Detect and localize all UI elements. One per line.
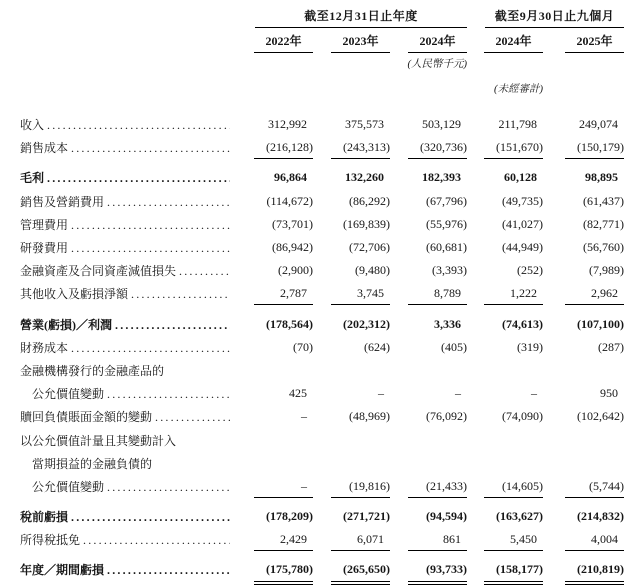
value-col-3: (93,733) (390, 562, 467, 577)
dot-leader (107, 195, 230, 210)
value-col-3: (67,796) (426, 193, 467, 208)
value-col-5: (107,100) (577, 316, 624, 331)
value-col-2: 132,260 (345, 170, 384, 185)
value-col-1: (2,900) (278, 263, 313, 278)
value-col-2: 6,071 (313, 532, 390, 547)
dot-leader (71, 241, 230, 256)
value-col-5: 950 (600, 386, 618, 401)
dot-leader (155, 410, 230, 425)
table-row (20, 528, 640, 551)
value-col-1: (178,564) (266, 316, 313, 331)
value-col-4: (44,949) (502, 240, 543, 255)
table-row (20, 558, 640, 581)
dot-leader (71, 341, 230, 356)
table-row (20, 359, 640, 382)
value-col-3: (94,594) (426, 509, 467, 524)
dot-leader (107, 387, 230, 402)
row-label: 所得稅抵免 ..... (20, 531, 235, 548)
row-label: 當期損益的金融負債的 (32, 456, 153, 471)
row-label: 以公允價值計量且其變動計入 (20, 433, 177, 448)
value-col-3: 3,336 (434, 316, 461, 331)
row-label: 金融機構發行的金融產品的 (20, 363, 165, 378)
value-col-5: (214,832) (577, 509, 624, 524)
value-col-1: 312,992 (268, 117, 307, 132)
table-row (20, 282, 640, 305)
table-row (20, 475, 640, 498)
row-label: 稅前虧損 ..... (20, 508, 235, 525)
value-col-4: (252) (517, 263, 543, 278)
value-col-1: 2,787 (235, 286, 313, 301)
table-row (20, 236, 640, 259)
table-row (20, 313, 640, 336)
unaudited-note-row (20, 81, 640, 96)
dot-leader (115, 318, 230, 333)
row-label: 銷售及營銷費用 ..... (20, 193, 235, 210)
value-col-5: (150,179) (543, 140, 624, 155)
value-col-4: 211,798 (498, 117, 537, 132)
dot-leader (47, 118, 230, 133)
value-col-4: (163,627) (496, 509, 543, 524)
value-col-2: (624) (364, 339, 390, 354)
year-header-2022: 2022年 (235, 32, 313, 53)
value-col-3: 861 (390, 532, 467, 547)
column-group-annual-label: 截至12月31日止年度 (304, 9, 418, 23)
row-label: 年度／期間虧損 ..... (20, 561, 235, 578)
table-row (20, 505, 640, 528)
row-label: 金融資產及合同資產減值損失 ..... (20, 262, 235, 279)
value-col-4: (151,670) (467, 140, 543, 155)
value-col-1: (70) (293, 339, 313, 354)
dot-leader (107, 563, 230, 578)
value-col-5: (287) (598, 339, 624, 354)
year-header-2025: 2025年 (543, 32, 624, 53)
value-col-5: (61,437) (583, 193, 624, 208)
value-col-2: (9,480) (355, 263, 390, 278)
table-row (20, 336, 640, 359)
table-row (20, 113, 640, 136)
value-col-4: – (531, 386, 537, 401)
value-col-3: (3,393) (432, 263, 467, 278)
dot-leader (71, 510, 230, 525)
value-col-5: 2,962 (543, 286, 624, 301)
value-col-4: (74,613) (502, 316, 543, 331)
currency-note: (人民幣千元) (407, 59, 467, 70)
currency-note-row (20, 56, 640, 71)
value-col-5: 4,004 (543, 532, 624, 547)
value-col-4: (14,605) (467, 479, 543, 494)
value-col-3: 8,789 (390, 286, 467, 301)
column-group-annual (255, 7, 467, 28)
value-col-2: (265,650) (313, 562, 390, 577)
value-col-4: 60,128 (504, 170, 537, 185)
value-col-4: 1,222 (467, 286, 543, 301)
value-col-4: (49,735) (502, 193, 543, 208)
row-label: 銷售成本 ..... (20, 139, 235, 156)
value-col-2: 375,573 (345, 117, 384, 132)
table-row (20, 136, 640, 159)
value-col-1: 2,429 (235, 532, 313, 547)
row-label: 毛利 ..... (20, 169, 235, 186)
value-col-1: (86,942) (272, 240, 313, 255)
dot-leader (83, 533, 230, 548)
value-col-2: (19,816) (313, 479, 390, 494)
row-label: 公允價值變動 ..... (20, 478, 235, 495)
dot-leader (71, 141, 230, 156)
value-col-2: – (378, 386, 384, 401)
dot-leader (179, 264, 230, 279)
value-col-5: 249,074 (579, 117, 618, 132)
table-row (20, 259, 640, 282)
column-group-interim-label: 截至9月30日止九個月 (494, 9, 615, 23)
value-col-5: (5,744) (543, 479, 624, 494)
table-row (20, 428, 640, 451)
dot-leader (71, 218, 230, 233)
value-col-5: (7,989) (589, 263, 624, 278)
value-col-4: 5,450 (467, 532, 543, 547)
value-col-2: (271,721) (343, 509, 390, 524)
table-row (20, 166, 640, 189)
value-col-3: (76,092) (426, 409, 467, 424)
value-col-2: (86,292) (349, 193, 390, 208)
value-col-5: (210,819) (543, 562, 624, 577)
value-col-3: 503,129 (422, 117, 461, 132)
value-col-4: (41,027) (502, 216, 543, 231)
value-col-3: (405) (441, 339, 467, 354)
value-col-5: (102,642) (577, 409, 624, 424)
row-label: 營業(虧損)／利潤 ..... (20, 316, 235, 333)
dot-leader (107, 480, 230, 495)
value-col-1: – (301, 409, 307, 424)
row-label: 收入 ..... (20, 116, 235, 133)
value-col-1: (178,209) (266, 509, 313, 524)
row-label: 公允價值變動 ..... (20, 385, 235, 402)
value-col-5: (56,760) (583, 240, 624, 255)
year-header-2024-annual: 2024年 (390, 32, 467, 53)
unaudited-note: (未經審計) (494, 84, 543, 95)
value-col-5: (82,771) (583, 216, 624, 231)
value-col-3: (60,681) (426, 240, 467, 255)
value-col-1: (175,780) (235, 562, 313, 577)
value-col-4: (319) (517, 339, 543, 354)
table-row (20, 382, 640, 405)
dot-leader (47, 171, 230, 186)
year-header-2023: 2023年 (313, 32, 390, 53)
value-col-1: 425 (289, 386, 307, 401)
value-col-3: – (455, 386, 461, 401)
value-col-2: (202,312) (343, 316, 390, 331)
value-col-2: (169,839) (343, 216, 390, 231)
value-col-1: – (235, 479, 313, 494)
column-group-interim (485, 7, 624, 28)
row-label: 其他收入及虧損淨額 ..... (20, 285, 235, 302)
row-label: 管理費用 ..... (20, 216, 235, 233)
table-body (20, 113, 640, 582)
value-col-3: (320,736) (390, 140, 467, 155)
value-col-2: (72,706) (349, 240, 390, 255)
value-col-4: (74,090) (502, 409, 543, 424)
year-header-2024-interim: 2024年 (467, 32, 543, 53)
value-col-2: (243,313) (313, 140, 390, 155)
row-label: 研發費用 ..... (20, 239, 235, 256)
year-header-row (20, 32, 640, 53)
table-row (20, 190, 640, 213)
table-row (20, 452, 640, 475)
value-col-2: 3,745 (313, 286, 390, 301)
value-col-4: (158,177) (467, 562, 543, 577)
value-col-5: 98,895 (585, 170, 618, 185)
row-label: 財務成本 ..... (20, 339, 235, 356)
dot-leader (131, 287, 230, 302)
table-row (20, 405, 640, 428)
table-row (20, 213, 640, 236)
value-col-3: (55,976) (426, 216, 467, 231)
row-label: 贖回負債賬面金額的變動 ..... (20, 408, 235, 425)
value-col-1: (216,128) (235, 140, 313, 155)
column-group-header-row (20, 7, 640, 28)
value-col-1: 96,864 (274, 170, 307, 185)
value-col-3: (21,433) (390, 479, 467, 494)
value-col-1: (73,701) (272, 216, 313, 231)
value-col-2: (48,969) (349, 409, 390, 424)
value-col-1: (114,672) (266, 193, 313, 208)
value-col-3: 182,393 (422, 170, 461, 185)
